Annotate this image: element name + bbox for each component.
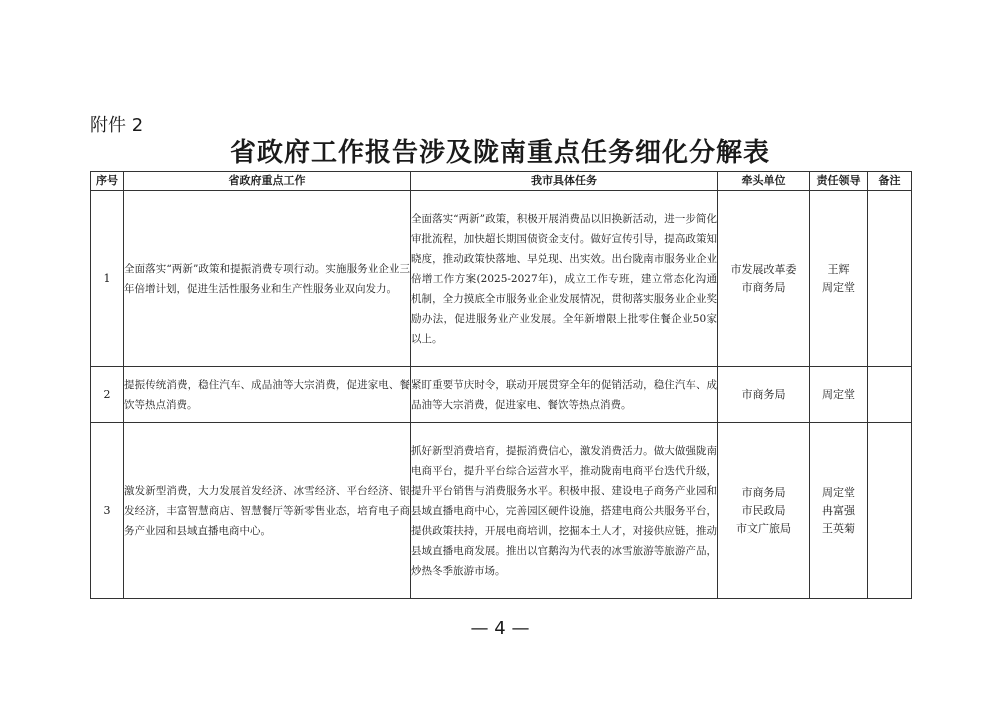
responsible-leader-cell	[810, 367, 868, 423]
responsible-leader-text: 周定堂 冉富强 王英菊	[822, 485, 855, 535]
responsible-leader-cell	[810, 423, 868, 599]
col-header-city-task: 我市具体任务	[411, 172, 718, 191]
row-number: 3	[91, 423, 124, 599]
row-number: 1	[91, 191, 124, 367]
city-task-cell: 全面落实“两新”政策，积极开展消费品以旧换新活动，进一步简化审批流程，加快超长期国债资金支付。做好宣传引导，提高政策知晓度，推动政策快落地、早兑现、出实效。出台陇南市服务业企业倍增工作方案(2025-2027年)，成立工作专班，建立常态化沟通机制，全力摸底全市服务业企业发展情况，贯彻落实服务业企业奖励办法，促进服务业产业发展。全年新增限上批零住餐企业50家以上。	[411, 191, 718, 367]
responsible-leader-cell	[810, 191, 868, 367]
city-task-cell: 抓好新型消费培育，提振消费信心，激发消费活力。做大做强陇南电商平台，提升平台综合运营水平，推动陇南电商平台迭代升级，提升平台销售与消费服务水平。积极申报、建设电子商务产业园和县域直播电商中心，完善园区硬件设施，搭建电商公共服务平台，提供政策扶持，开展电商培训，挖掘本土人才，对接供应链，推动县域直播电商发展。推出以官鹅沟为代表的冰雪旅游等旅游产品，炒热冬季旅游市场。	[411, 423, 718, 599]
lead-unit-text: 市商务局 市民政局 市文广旅局	[736, 485, 791, 535]
col-header-provincial-work: 省政府重点工作	[124, 172, 411, 191]
col-header-remark: 备注	[868, 172, 912, 191]
col-header-lead-unit: 牵头单位	[718, 172, 810, 191]
responsible-leader-text: 周定堂	[822, 387, 855, 401]
col-header-responsible-leader: 责任领导	[810, 172, 868, 191]
lead-unit-cell	[718, 191, 810, 367]
responsible-leader-text: 王辉 周定堂	[822, 262, 855, 294]
attachment-label: 附件 2	[90, 115, 144, 136]
lead-unit-text: 市发展改革委 市商务局	[730, 262, 797, 294]
row-number: 2	[91, 367, 124, 423]
remark-cell	[868, 191, 912, 367]
lead-unit-cell	[718, 423, 810, 599]
col-header-number: 序号	[91, 172, 124, 191]
remark-cell	[868, 367, 912, 423]
task-table	[90, 171, 912, 599]
city-task-cell: 紧盯重要节庆时令，联动开展贯穿全年的促销活动，稳住汽车、成品油等大宗消费，促进家电、餐饮等热点消费。	[411, 367, 718, 423]
provincial-work-cell: 提振传统消费，稳住汽车、成品油等大宗消费，促进家电、餐饮等热点消费。	[124, 367, 411, 423]
table-row	[91, 423, 912, 599]
document-title: 省政府工作报告涉及陇南重点任务细化分解表	[229, 138, 770, 168]
page-number: — 4 —	[470, 618, 530, 639]
table-row	[91, 367, 912, 423]
remark-cell	[868, 423, 912, 599]
table-header-row	[91, 172, 912, 191]
table-row	[91, 191, 912, 367]
provincial-work-cell: 全面落实“两新”政策和提振消费专项行动。实施服务业企业三年倍增计划，促进生活性服务业和生产性服务业双向发力。	[124, 191, 411, 367]
lead-unit-cell	[718, 367, 810, 423]
provincial-work-cell: 激发新型消费，大力发展首发经济、冰雪经济、平台经济、银发经济，丰富智慧商店、智慧餐厅等新零售业态，培育电子商务产业园和县域直播电商中心。	[124, 423, 411, 599]
lead-unit-text: 市商务局	[741, 387, 786, 401]
